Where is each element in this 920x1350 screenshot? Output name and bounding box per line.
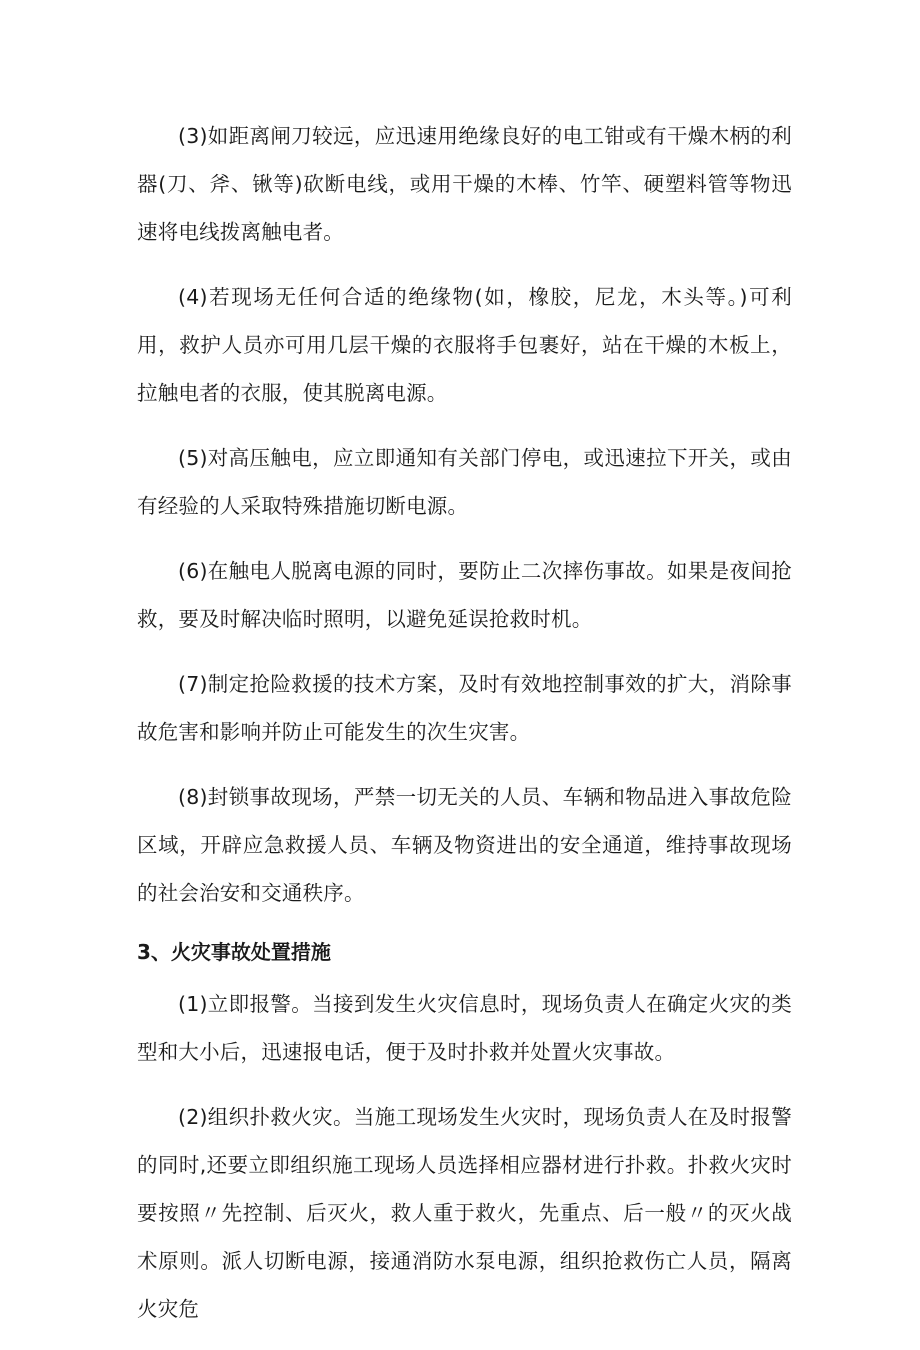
paragraph-item-4: (4)若现场无任何合适的绝缘物(如，橡胶，尼龙，木头等。)可利用，救护人员亦可用几层干燥的衣服将手包裹好，站在干燥的木板上，拉触电者的衣服，使其脱离电源。 [137, 285, 792, 405]
document-body [137, 112, 792, 1350]
paragraph-item-5: (5)对高压触电，应立即通知有关部门停电，或迅速拉下开关，或由有经验的人采取特殊措施切断电源。 [137, 446, 792, 518]
section-heading: 3、火灾事故处置措施 [137, 940, 331, 964]
paragraph-item-7: (7)制定抢险救援的技术方案，及时有效地控制事效的扩大，消除事故危害和影响并防止可能发生的次生灾害。 [137, 672, 792, 744]
fire-paragraph-2: (2)组织扑救火灾。当施工现场发生火灾时，现场负责人在及时报警的同时,还要立即组织施工现场人员选择相应器材进行扑救。扑救火灾时要按照〃先控制、后灭火，救人重于救火，先重点、后一般〃的灭火战术原则。派人切断电源，接通消防水泵电源，组织抢救伤亡人员，隔离火灾危 [137, 1105, 792, 1321]
paragraph-item-6: (6)在触电人脱离电源的同时，要防止二次摔伤事故。如果是夜间抢救，要及时解决临时照明，以避免延误抢救时机。 [137, 559, 792, 631]
paragraph-item-8: (8)封锁事故现场，严禁一切无关的人员、车辆和物品进入事故危险区域，开辟应急救援人员、车辆及物资进出的安全通道，维持事故现场的社会治安和交通秩序。 [137, 785, 792, 905]
paragraph-item-3: (3)如距离闸刀较远，应迅速用绝缘良好的电工钳或有干燥木柄的利器(刀、斧、锹等)砍断电线，或用干燥的木棒、竹竿、硬塑料管等物迅速将电线拨离触电者。 [137, 124, 792, 244]
fire-paragraph-1: (1)立即报警。当接到发生火灾信息时，现场负责人在确定火灾的类型和大小后，迅速报电话，便于及时扑救并处置火灾事故。 [137, 992, 792, 1064]
